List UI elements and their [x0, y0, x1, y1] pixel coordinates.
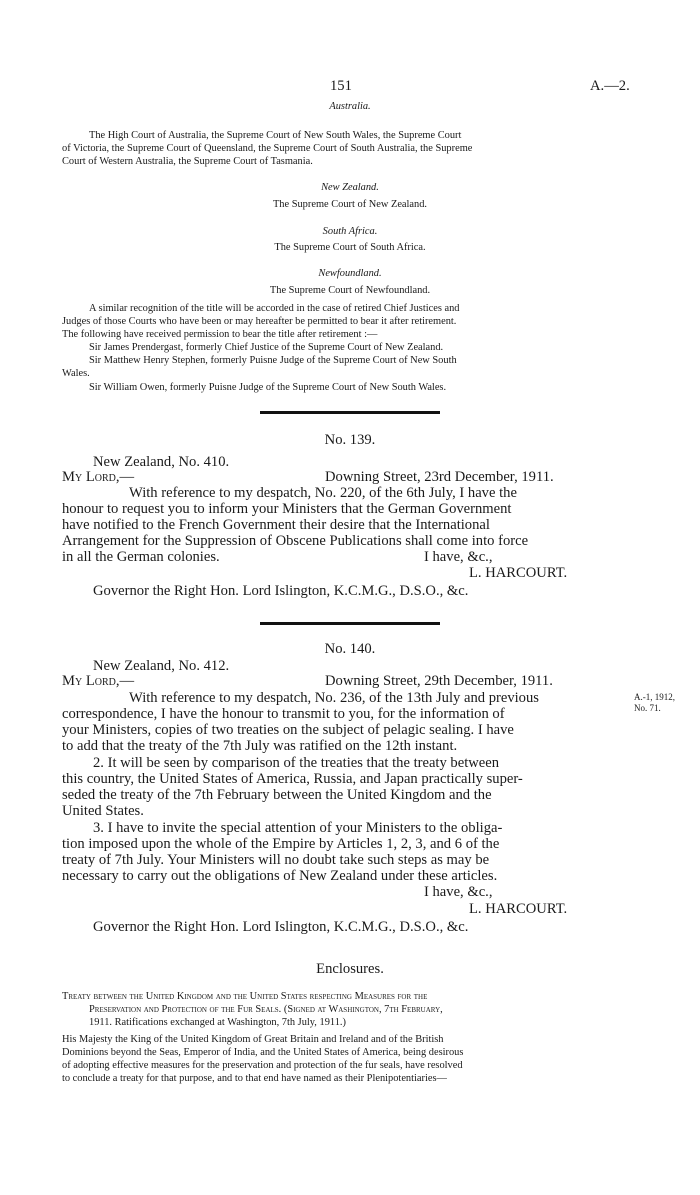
despatch-140-body-9: 3. I have to invite the special attention of your Ministers to the obliga- [93, 820, 503, 836]
australia-line-1: The High Court of Australia, the Supreme Court of New South Wales, the Supreme Court [89, 130, 462, 141]
despatch-140-body-2: correspondence, I have the honour to transmit to you, for the information of [62, 706, 505, 722]
australia-line-2: of Victoria, the Supreme Court of Queensland, the Supreme Court of South Australia, the Supreme [62, 143, 473, 154]
despatch-139-body-5: in all the German colonies. [62, 549, 220, 565]
despatch-140-body-4: to add that the treaty of the 7th July was ratified on the 12th instant. [62, 738, 458, 754]
recognition-line-1: A similar recognition of the title will be accorded in the case of retired Chief Justices and [89, 303, 460, 314]
despatch-140-addressee: Governor the Right Hon. Lord Islington, K.C.M.G., D.S.O., &c. [93, 919, 469, 935]
australia-line-3: Court of Western Australia, the Supreme Court of Tasmania. [62, 156, 313, 167]
section-divider [260, 622, 440, 625]
australia-heading: Australia. [329, 101, 371, 112]
despatch-139-ref: New Zealand, No. 410. [93, 454, 230, 470]
despatch-139-body-1: With reference to my despatch, No. 220, of the 6th July, I have the [129, 485, 517, 501]
despatch-139-body-2: honour to request you to inform your Ministers that the German Government [62, 501, 512, 517]
newfoundland-court: The Supreme Court of Newfoundland. [269, 285, 431, 296]
despatch-140-place-date: Downing Street, 29th December, 1911. [325, 673, 553, 689]
despatch-140-body-1: With reference to my despatch, No. 236, of the 13th July and previous [129, 690, 539, 706]
despatch-139-place-date: Downing Street, 23rd December, 1911. [325, 469, 554, 485]
recognition-line-6: Wales. [62, 368, 90, 379]
despatch-140-body-3: your Ministers, copies of two treaties on the subject of pelagic sealing. I have [62, 722, 514, 738]
despatch-140-body-7: seded the treaty of the 7th February between the United Kingdom and the [62, 787, 492, 803]
preamble-line-1: His Majesty the King of the United Kingdom of Great Britain and Ireland and of the British [62, 1034, 444, 1045]
treaty-title-line-2: Preservation and Protection of the Fur Seals. (Signed at Washington, 7th February, [89, 1004, 443, 1015]
despatch-139-salutation: My Lord,— [62, 469, 135, 485]
preamble-line-4: to conclude a treaty for that purpose, and to that end have named as their Plenipotentiaries— [62, 1073, 447, 1084]
recognition-line-4: Sir James Prendergast, formerly Chief Justice of the Supreme Court of New Zealand. [89, 342, 444, 353]
despatch-140-number: No. 140. [324, 641, 376, 657]
document-reference: A.—2. [590, 78, 630, 94]
new-zealand-heading: New Zealand. [321, 182, 379, 193]
despatch-140-ref: New Zealand, No. 412. [93, 658, 230, 674]
despatch-139-addressee: Governor the Right Hon. Lord Islington, K.C.M.G., D.S.O., &c. [93, 583, 469, 599]
despatch-139-closing: I have, &c., [424, 549, 493, 565]
south-africa-heading: South Africa. [322, 226, 378, 237]
margin-note-line-2: No. 71. [634, 703, 661, 713]
treaty-title-line-1: Treaty between the United Kingdom and the United States respecting Measures for the [62, 991, 428, 1002]
despatch-140-salutation: My Lord,— [62, 673, 135, 689]
despatch-139-body-4: Arrangement for the Suppression of Obscene Publications shall come into force [62, 533, 529, 549]
treaty-title-line-3: 1911. Ratifications exchanged at Washington, 7th July, 1911.) [89, 1017, 346, 1028]
recognition-line-3: The following have received permission to bear the title after retirement :— [62, 329, 378, 340]
despatch-140-body-10: tion imposed upon the whole of the Empire by Articles 1, 2, 3, and 6 of the [62, 836, 500, 852]
recognition-line-5: Sir Matthew Henry Stephen, formerly Puisne Judge of the Supreme Court of New South [89, 355, 457, 366]
despatch-140-body-6: this country, the United States of America, Russia, and Japan practically super- [62, 771, 523, 787]
despatch-140-body-12: necessary to carry out the obligations of New Zealand under these articles. [62, 868, 498, 884]
despatch-139-number: No. 139. [324, 432, 376, 448]
despatch-139-signature: L. HARCOURT. [469, 565, 568, 581]
recognition-line-7: Sir William Owen, formerly Puisne Judge of the Supreme Court of New South Wales. [89, 382, 447, 393]
recognition-line-2: Judges of those Courts who have been or may hereafter be permitted to bear it after retirement. [62, 316, 457, 327]
despatch-140-signature: L. HARCOURT. [469, 901, 568, 917]
page-number: 151 [330, 78, 352, 94]
margin-note-line-1: A.-1, 1912, [634, 692, 675, 702]
preamble-line-3: of adopting effective measures for the preservation and protection of the fur seals, have resolved [62, 1060, 463, 1071]
despatch-140-closing: I have, &c., [424, 884, 493, 900]
new-zealand-court: The Supreme Court of New Zealand. [272, 199, 428, 210]
despatch-140-body-5: 2. It will be seen by comparison of the treaties that the treaty between [93, 755, 500, 771]
south-africa-court: The Supreme Court of South Africa. [274, 242, 426, 253]
section-divider [260, 411, 440, 414]
despatch-140-body-11: treaty of 7th July. Your Ministers will no doubt take such steps as may be [62, 852, 490, 868]
preamble-line-2: Dominions beyond the Seas, Emperor of India, and the United States of America, being desirous [62, 1047, 464, 1058]
despatch-140-body-8: United States. [62, 803, 144, 819]
enclosures-heading: Enclosures. [316, 961, 384, 977]
newfoundland-heading: Newfoundland. [318, 268, 382, 279]
despatch-139-body-3: have notified to the French Government their desire that the International [62, 517, 490, 533]
